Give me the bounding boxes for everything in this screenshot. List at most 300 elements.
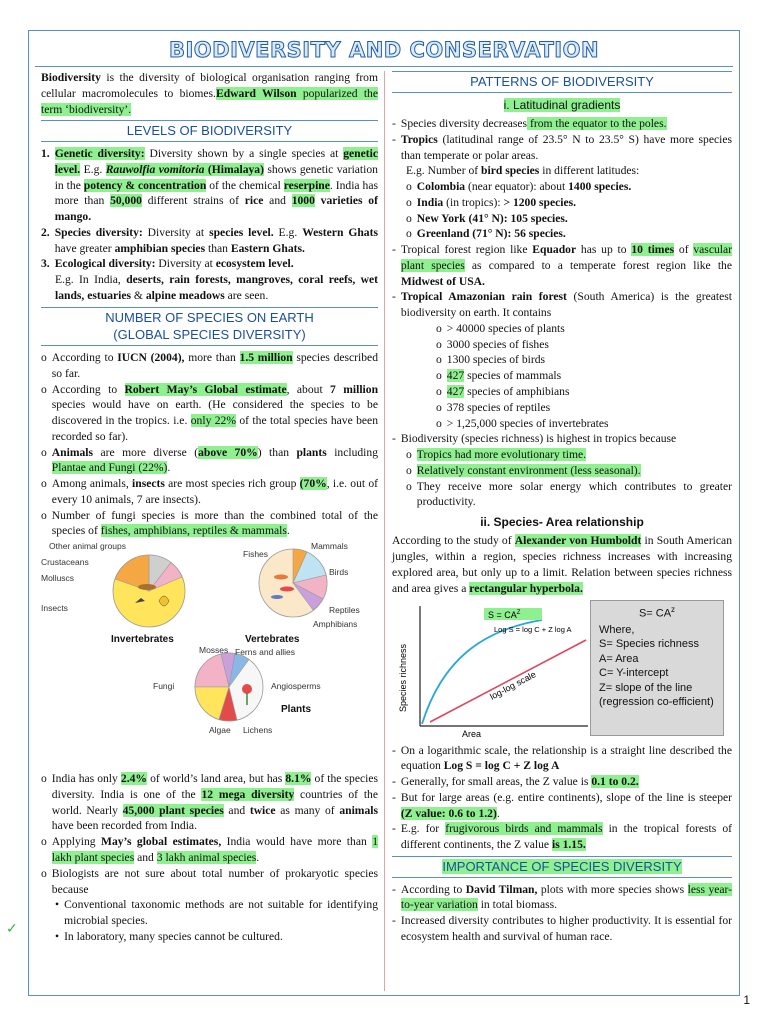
bullet-text: [52, 508, 378, 540]
highlighted-text: (70%: [299, 477, 327, 491]
bullet-text: [401, 774, 732, 790]
text-run: Colombia: [416, 180, 466, 194]
text-run: On a logarithmic scale, the relationship is a straight line described the equation: [400, 743, 732, 773]
text-run: have greater: [54, 241, 115, 255]
text-run: , about: [286, 382, 331, 396]
text-run: of world’s land area, but has: [147, 772, 286, 786]
text-run: .: [496, 806, 500, 820]
text-run: 1300 species of birds: [446, 353, 546, 367]
list-item: [392, 416, 732, 432]
levels-heading: LEVELS OF BIODIVERSITY: [41, 120, 378, 142]
text-run: species.: [525, 227, 566, 241]
text-run: of the total species have been recorded so far).: [51, 414, 378, 443]
text-run: as compared to a temperate forest region like the: [464, 258, 732, 272]
text-run: including: [326, 445, 379, 459]
dash-icon: -: [392, 116, 396, 130]
species-area-graph: [392, 600, 732, 740]
dash-icon: -: [392, 290, 396, 304]
bullet-icon: o: [406, 463, 412, 477]
highlighted-text: from the equator to the poles.: [527, 116, 667, 130]
dash-icon: -: [392, 822, 396, 836]
bullet-text: [401, 242, 732, 289]
equation-note: C= Y-intercept: [599, 667, 669, 680]
text-run: India: [416, 195, 444, 209]
text-run: Ecological diversity:: [54, 257, 156, 271]
left-column: [41, 70, 378, 945]
text-run: IUCN (2004),: [117, 350, 185, 364]
latitudinal-heading: i. Latitudinal gradients: [503, 97, 621, 112]
equation-box: [590, 600, 724, 736]
intro-paragraph: [41, 70, 378, 117]
text-run: (latitudinal range of 23.5° N to 23.5° S) have more species than temperate or polar areas.: [400, 132, 732, 162]
text-run: Diversity at: [142, 225, 210, 239]
highlighted-text: 1000: [291, 194, 315, 208]
species-list: [41, 350, 378, 539]
text-run: species.: [591, 180, 632, 194]
level-genetic: [55, 146, 378, 225]
bullet-text: [447, 321, 732, 337]
text-run: Greenland (71° N): 56: [416, 227, 526, 241]
pie-label: Ferns and allies: [235, 647, 296, 658]
list-item: [392, 790, 732, 822]
text-run: Tropics: [400, 132, 438, 146]
highlighted-text: is 1.15.: [551, 838, 586, 852]
list-item: [392, 431, 732, 447]
importance-heading: IMPORTANCE OF SPECIES DIVERSITY: [392, 856, 732, 878]
text-run: of: [674, 243, 694, 257]
text-run: insects: [132, 477, 165, 491]
highlighted-text: 50,000: [110, 194, 142, 208]
title-divider: [35, 66, 733, 67]
bullet-text: [447, 384, 732, 400]
list-item: [392, 116, 732, 132]
bullet-text: Conventional taxonomic methods are not suitable for identifying microbial species.: [64, 898, 378, 928]
highlighted-text: frugivorous birds and mammals: [445, 822, 603, 836]
text-run: Species diversity decreases: [400, 116, 528, 130]
list-item: [41, 225, 378, 257]
text-run: Among animals,: [51, 477, 133, 491]
highlighted-text: reserpine: [283, 178, 330, 192]
bullet-text: [401, 132, 732, 164]
bullet-icon: o: [436, 353, 442, 367]
bird-item: [417, 179, 732, 195]
text-run: (South America) is the greatest biodiversity on earth. It contains: [400, 290, 732, 320]
text-run: > 40000 species of plants: [446, 321, 565, 335]
equation-note: A= Area: [599, 652, 639, 665]
bullet-icon: o: [406, 448, 412, 462]
text-run: in different latitudes:: [539, 164, 640, 178]
highlighted-text: 1.5 million: [239, 350, 293, 364]
text-run: E.g. for: [400, 822, 446, 836]
list-item: [392, 132, 732, 164]
equation-note: S= Species richness: [599, 638, 699, 651]
species-heading-line1: NUMBER OF SPECIES ON EARTH: [105, 309, 314, 325]
pie-label: Fungi: [153, 681, 175, 692]
bullet-icon: o: [41, 866, 47, 880]
text-run: varieties of mango.: [54, 194, 378, 224]
list-item: [392, 463, 732, 479]
bullet-icon: o: [41, 445, 47, 459]
level-ecological: [55, 256, 378, 272]
text-run: .: [286, 524, 290, 538]
dash-icon: -: [392, 914, 396, 928]
page-number: 1: [743, 993, 750, 1007]
text-run: (in tropics):: [443, 195, 504, 209]
bullet-icon: o: [436, 385, 442, 398]
text-run: Biologists are not sure about total number of prokaryotic species because: [51, 866, 378, 896]
bullet-text: [52, 445, 378, 477]
check-mark-icon: ✓: [6, 922, 18, 937]
highlighted-text: 45,000 plant species: [122, 803, 224, 817]
bird-item: [417, 226, 732, 242]
amazon-list: [392, 321, 732, 431]
highlighted-text: 8.1%: [285, 772, 312, 786]
pie-label: Algae: [209, 725, 231, 736]
bullet-text: [401, 116, 732, 132]
highlighted-text: only 22%: [190, 414, 236, 428]
list-item: [41, 350, 378, 382]
invertebrates-pie: [113, 555, 185, 627]
bullet-icon: o: [406, 180, 412, 194]
list-item: [392, 211, 732, 227]
text-run: countries of the world. Nearly: [51, 787, 378, 817]
text-run: ecosystem level.: [215, 257, 294, 271]
bullet-text: [401, 289, 732, 321]
highlighted-text: less year-to-year variation: [400, 882, 733, 912]
text-run: > 1,25,000 species of invertebrates: [446, 416, 609, 430]
text-run: bird species: [481, 164, 540, 178]
levels-list: [41, 146, 378, 304]
plants-pie: [195, 653, 263, 721]
text-run: Biodiversity (species richness) is highest in tropics because: [400, 432, 677, 446]
vertebrates-pie: [259, 549, 327, 617]
bullet-text: [447, 352, 732, 368]
equation-note: Z= slope of the line (regression co-efficient): [599, 681, 714, 709]
highlighted-text: potency & concentration: [83, 178, 207, 192]
text-run: species level.: [209, 225, 274, 239]
text-run: New York (41° N): 105: [416, 211, 528, 225]
text-run: deserts, rain forests, mangroves, coral reefs, wet lands, estuaries: [55, 273, 379, 302]
text-run: Equador: [532, 243, 577, 257]
text-run: plots with more species shows: [537, 882, 688, 896]
list-item: [41, 476, 378, 508]
bullet-text: [52, 771, 378, 834]
bullet-text: [401, 431, 732, 447]
dash-icon: -: [392, 132, 396, 146]
text-run: Diversity at: [155, 257, 216, 271]
dash-icon: -: [392, 243, 396, 257]
highlighted-text: Edward Wilson: [215, 86, 297, 100]
list-marker: 3.: [41, 257, 50, 271]
bullet-icon: o: [41, 772, 47, 786]
highlighted-text: fishes, amphibians, reptiles & mammals: [100, 524, 287, 538]
humboldt-paragraph: [392, 533, 732, 596]
highlighted-text: 12 mega diversity: [201, 787, 295, 801]
text-run: Applying: [51, 835, 102, 849]
x-axis-label: Area: [462, 728, 482, 739]
bullet-icon: o: [41, 350, 47, 364]
text-run: different strains of: [141, 194, 245, 208]
text-run: Midwest of USA.: [400, 274, 485, 288]
text-run: twice: [249, 803, 276, 817]
dash-icon: -: [392, 743, 396, 757]
patterns-heading: PATTERNS OF BIODIVERSITY: [392, 71, 732, 93]
bullet-icon: o: [436, 321, 442, 335]
highlighted-text: 427: [446, 369, 465, 383]
text-run: 1400: [568, 180, 592, 194]
text-run: Tropical Amazonian rain forest: [400, 290, 567, 304]
log-equation-label: Log S = log C + Z log A: [494, 624, 572, 634]
list-item: [392, 352, 732, 368]
text-run: species of amphibians: [464, 385, 570, 398]
bullet-text: [401, 743, 732, 775]
bullet-text: [417, 479, 732, 511]
text-run: (near equator): about: [465, 180, 569, 194]
list-item: [392, 743, 732, 775]
highlighted-text: Tropics had more evolutionary time.: [416, 448, 587, 462]
text-run: > 1200 species.: [503, 195, 577, 209]
pie-label: Insects: [41, 603, 68, 614]
pie-label: Molluscs: [41, 573, 75, 584]
text-run: India would have more than: [221, 835, 373, 849]
bullet-text: [447, 368, 732, 384]
pie-label: Other animal groups: [49, 541, 127, 552]
species-heading: [41, 307, 378, 346]
pie-caption: Plants: [281, 704, 312, 716]
bullet-text: [401, 882, 732, 914]
list-item: [392, 447, 732, 463]
text-run: According to the study of: [392, 534, 515, 548]
text-run: rice: [244, 194, 264, 208]
bullet-text: [52, 350, 378, 382]
bullet-icon: o: [406, 479, 412, 493]
bullet-text: [401, 790, 732, 822]
dash-icon: -: [392, 432, 396, 446]
text-run: Animals: [51, 445, 94, 459]
text-run: 7 million: [330, 382, 379, 396]
species-pie-figure: [41, 541, 378, 769]
list-item: [392, 226, 732, 242]
bullet-icon: o: [41, 477, 47, 491]
list-item: [392, 242, 732, 289]
bullet-text: [447, 400, 732, 416]
column-divider: [384, 71, 385, 991]
bullet-text: [417, 447, 732, 463]
list-marker: 2.: [41, 225, 50, 239]
text-run: plants: [296, 445, 327, 459]
right-column: [392, 70, 732, 945]
text-run: species would have on earth. (He considered the species to be discovered in the tropics. i.e.: [51, 398, 378, 428]
highlighted-text: 0.1 to 0.2.: [591, 775, 639, 789]
text-run: and: [134, 850, 157, 864]
text-run: Biodiversity: [41, 71, 101, 84]
text-run: as many of: [275, 803, 340, 817]
pie-label: Amphibians: [313, 619, 358, 630]
highlighted-text: 427: [446, 385, 465, 398]
text-run: shows genetic variation in the: [54, 162, 378, 192]
text-run: more than: [184, 350, 240, 364]
page-frame: [28, 30, 740, 996]
text-run: Species diversity:: [54, 225, 143, 239]
highlighted-text: Relatively constant environment (less seasonal).: [416, 463, 641, 477]
bullet-icon: o: [436, 416, 442, 430]
bird-item: [417, 211, 732, 227]
highlighted-text: (Z value: 0.6 to 1.2): [400, 806, 497, 820]
dot-bullet-icon: •: [55, 898, 60, 912]
list-item: [41, 929, 378, 945]
pie-label: Mosses: [199, 645, 229, 656]
dash-icon: -: [392, 882, 396, 896]
text-run: are more diverse (: [93, 445, 199, 459]
highlighted-text: Alexander von Humboldt: [514, 534, 642, 548]
log-log-line: [430, 640, 586, 722]
pie-caption: Vertebrates: [245, 634, 300, 646]
text-run: species described so far.: [51, 350, 378, 380]
text-run: ) than: [257, 445, 297, 459]
highlighted-text: (Himalaya): [204, 162, 264, 176]
text-run: 3000 species of fishes: [446, 337, 549, 351]
list-item: [392, 195, 732, 211]
text-run: E.g. In India,: [55, 273, 127, 287]
list-item: [41, 256, 378, 272]
bullet-icon: o: [406, 195, 412, 209]
bullet-text: [52, 866, 378, 898]
pie-label: Birds: [329, 567, 349, 578]
text-run: .: [256, 850, 260, 864]
text-run: E.g.: [273, 225, 303, 239]
list-item: [41, 445, 378, 477]
text-run: .: [167, 461, 171, 475]
text-run: According to: [51, 382, 125, 396]
highlighted-text: 10 times: [631, 243, 675, 257]
list-item: [392, 882, 732, 914]
text-run: has up to: [576, 243, 632, 257]
list-item: [41, 834, 378, 866]
bullet-text: [52, 382, 378, 445]
highlighted-text: rectangular hyperbola.: [469, 581, 583, 595]
list-item: [392, 289, 732, 321]
equation: $S= CA^z$: [638, 604, 676, 620]
list-item: [41, 146, 378, 225]
text-run: India has only: [51, 772, 121, 786]
dash-icon: -: [392, 775, 396, 789]
page-title: BIODIVERSITY AND CONSERVATION: [168, 38, 600, 62]
text-run: in total biomass.: [477, 898, 558, 912]
highlighted-text: 2.4%: [120, 772, 147, 786]
bullet-text: [401, 821, 732, 853]
bullet-text: [447, 416, 732, 432]
list-item: [392, 479, 732, 511]
text-run: E.g. Number of: [406, 164, 482, 178]
highlighted-text: Genetic diversity:: [54, 146, 145, 160]
pie-label: Fishes: [243, 549, 269, 560]
text-run: Tropical forest region like: [400, 243, 533, 257]
pie-label: Reptiles: [329, 605, 360, 616]
text-run: Western Ghats: [302, 225, 378, 239]
india-list: [41, 771, 378, 944]
text-run: May’s global estimates,: [101, 835, 222, 849]
text-run: animals: [339, 803, 378, 817]
text-run: They receive more solar energy which contributes to greater productivity.: [416, 479, 732, 509]
text-run: is the diversity of biological organisation ranging from cellular macromolecules to biomes.: [41, 71, 378, 100]
list-marker: 1.: [41, 146, 50, 160]
text-run: are seen.: [224, 288, 269, 302]
list-item: [392, 179, 732, 195]
bullet-text: [417, 463, 732, 479]
list-item: [392, 368, 732, 384]
text-run: than: [205, 241, 231, 255]
bullet-text: [401, 913, 732, 945]
curve-label: $S = CA^Z$: [488, 609, 521, 620]
highlighted-text: Robert May’s Global estimate: [124, 382, 287, 396]
text-run: Increased diversity contributes to higher productivity. It is essential for ecosystem health and survival of human race.: [400, 914, 732, 943]
text-run: Generally, for small areas, the Z value is: [400, 775, 592, 789]
bullet-text: [447, 337, 732, 353]
list-item: [392, 337, 732, 353]
bullet-icon: o: [406, 227, 412, 241]
list-item: [392, 384, 732, 400]
text-run: of the species diversity. India is one of the: [51, 772, 378, 801]
list-item: [41, 771, 378, 834]
text-run: are most species rich group: [164, 477, 300, 491]
text-run: , i.e. out of every 10 animals, 7 are insects).: [51, 477, 378, 506]
bullet-text: [52, 476, 378, 508]
text-run: of the chemical: [206, 178, 284, 192]
highlighted-text: popularized the term ‘biodiversity’.: [41, 86, 378, 116]
pie-label: Mammals: [311, 541, 348, 552]
highlighted-text: 1 lakh plant species: [51, 835, 378, 864]
text-run: species.: [527, 211, 568, 225]
bullet-icon: o: [41, 508, 47, 522]
list-item: [41, 508, 378, 540]
bullet-text: [52, 834, 378, 866]
highlighted-text: above 70%: [198, 445, 258, 459]
dot-bullet-icon: •: [55, 929, 60, 943]
text-run: But for large areas (e.g. entire continents), slope of the line is steeper: [400, 790, 732, 804]
bullet-icon: o: [41, 382, 47, 396]
bird-item: [417, 195, 732, 211]
pie-label: Lichens: [243, 725, 273, 736]
text-run: Diversity shown by a single species at: [144, 146, 344, 160]
list-item: [41, 897, 378, 929]
text-run: have been recorded from India.: [51, 819, 197, 833]
text-run: and: [223, 803, 250, 817]
list-item: [392, 400, 732, 416]
species-area-heading: ii. Species- Area relationship: [480, 515, 644, 530]
pie-label: Crustaceans: [41, 557, 89, 568]
list-item: [392, 321, 732, 337]
highlighted-text: Rauwolfia vomitoria: [105, 162, 205, 176]
text-run: in the tropical forests of different continents, the Z value: [400, 822, 732, 852]
highlighted-text: vascular plant species: [400, 243, 732, 272]
text-run: Eastern Ghats.: [230, 241, 305, 255]
species-heading-line2: (GLOBAL SPECIES DIVERSITY): [113, 327, 306, 343]
text-run: E.g.: [80, 162, 106, 176]
y-axis-label: Species richness: [398, 643, 408, 712]
list-item: [41, 382, 378, 445]
text-run: amphibian species: [114, 241, 206, 255]
text-run: alpine meadows: [145, 288, 225, 302]
text-run: Number of fungi species is more than the combined total of the species of: [51, 508, 378, 538]
bullet-icon: o: [436, 369, 442, 383]
text-run: &: [131, 288, 146, 302]
log-scale-label: log-log scale: [488, 668, 538, 702]
text-run: David Tilman,: [465, 882, 538, 896]
bullet-icon: o: [406, 211, 412, 225]
pie-label: Angiosperms: [271, 681, 321, 692]
list-item: [392, 913, 732, 945]
highlighted-text: genetic level.: [54, 146, 378, 176]
